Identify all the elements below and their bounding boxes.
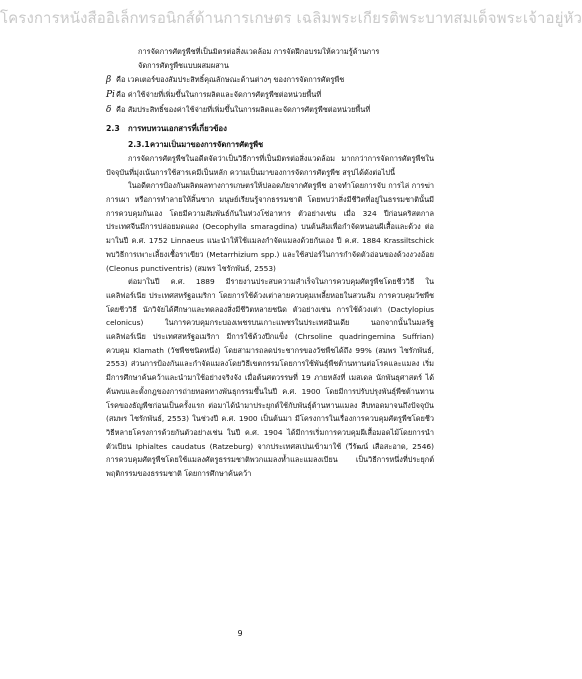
symbol-beta: β <box>106 75 112 86</box>
paragraph: ในอดีตการป้องกันผลิตผลทางการเกษตรให้ปลอดภัยจากศัตรูพืช อาจทำโดยการจับ การไล่ การฆ่า การเผา หรือการทำลายให้สิ้นซาก มนุษย์เรียนรู้จากธรรมชาติ โดยพบว่าสิ่งมีชีวิตที่อยู่ในธรรมชาตินั้นมีการควบคุมกันเอง โดยมีความสัมพันธ์กันในห่วงโซ่อาหาร ตัวอย่างเช่น เมื่อ 324 ปีก่อนคริสตกาล ประเทศจีนมีการปล่อยมดแดง (Oecophylla smaragdina) บนต้นส้มเพื่อกำจัดหนอนผีเสื้อและด้วง ต่อมาในปี ค.ศ. 1752 Linnaeus แนะนำให้ใช้แมลงกำจัดแมลงด้วยกันเอง ปี ค.ศ. 1884 Krassiltschick พบวิธีการเพาะเลี้ยงเชื้อราเขียว (Metarrhizium spp.) และใช้สปอร์ในการกำจัดตัวอ่อนของด้วงงวงอ้อย (Cleonus punctiventris) (สมพร ไชรักพันธ์, 2553) <box>106 181 434 273</box>
paragraph: การจัดการศัตรูพืชในอดีตจัดว่าเป็นวิธีการที่เป็นมิตรต่อสิ่งแวดล้อม มากกว่าการจัดการศัตรูพืชในปัจจุบันที่มุ่งเน้นการใช้สารเคมีเป็นหลัก ความเป็นมาของการจัดการศัตรูพืช สรุปได้ดังต่อไปนี้ <box>106 153 434 177</box>
symbol-pi: Pi <box>106 90 115 101</box>
subsection-title: ความเป็นมาของการจัดการศัตรูพืช <box>150 140 264 150</box>
page-header-watermark: โครงการหนังสืออิเล็กทรอนิกส์ด้านการเกษตร เฉลิมพระเกียรติพระบาทสมเด็จพระเจ้าอยู่หัว <box>0 9 582 27</box>
page-number: 9 <box>237 629 243 638</box>
symbol-delta: δ <box>106 104 112 115</box>
subsection-heading <box>106 138 434 152</box>
definition-list <box>106 73 434 117</box>
paragraph: ต่อมาในปี ค.ศ. 1889 มีรายงานประสบความสำเร็จในการควบคุมศัตรูพืชโดยชีววิธี ในแคลิฟอร์เนีย ประเทศสหรัฐอเมริกา โดยการใช้ด้วงเต่าลายควบคุมเพลี้ยหอยในสวนส้ม การควบคุมวัชพืชโดยชีววิธี นักวิจัยได้ศึกษาและทดลองสิ่งมีชีวิตหลายชนิด ตัวอย่างเช่น การใช้ด้วงเต่า (Dactylopius celonicus) ในการควบคุมกระบองเพชรบนเกาะแพชรในประเทศอินเดีย นอกจากนั้นในมลรัฐแคลิฟอร์เนีย ประเทศสหรัฐอเมริกา มีการใช้ด้วงปีกแข็ง (Chrsoline quadringemina Suffrian) ควบคุม Klamath (วัชพืชชนิดหนึ่ง) โดยสามารถลดประชากรของวัชพืชได้ถึง 99% (สมพร ไชรักพันธ์, 2553) ส่วนการป้องกันและกำจัดแมลงโดยวิธีเขตกรรมโดยการใช้พันธุ์พืชต้านทานต่อโรคและแมลง เริ่มมีการศึกษาค้นคว้าและนำมาใช้อย่างจริงจัง เมื่อต้นศตวรรษที่ 19 ภายหลังที่ เมสเดล นักพันธุศาสตร์ ได้ค้นพบและตั้งกฎของการถ่ายทอดทางพันธุกรรมขึ้นในปี ค.ศ. 1900 โดยมีการปรับปรุงพันธุ์พืชต้านทานโรคของธัญพืชก่อนเป็นครั้งแรก ต่อมาได้นำมาประยุกต์ใช้กับพันธุ์ต้านทานแมลง สืบทอดมาจนถึงปัจจุบัน (สมพร ไชรักพันธ์, 2553) ในช่วงปี ค.ศ. 1900 เป็นต้นมา มีโครงการในเรื่องการควบคุมศัตรูพืชโดยชีววิธีหลายโครงการด้วยกันตัวอย่างเช่น ในปี ค.ศ. 1904 ได้มีการเริ่มการควบคุมผีเสื้อมอดไม้โดยการนำตัวเบียน Iphialtes caudatus (Ratzeburg) จากประเทศสเปนเข้ามาใช้ (วีรัฒน์ เสือสะอาด, 2546) การควบคุมศัตรูพืชโดยใช้แมลงศัตรูธรรมชาติพวกแมลงห้ำและแมลงเบียน เป็นวิธีการหนึ่งที่ประยุกต์พฤติกรรมของธรรมชาติ โดยการศึกษาค้นคว้า <box>106 277 434 479</box>
section-number: 2.3 <box>106 123 120 133</box>
definition-text: คือ สัมประสิทธิ์ของค่าใช้จ่ายที่เพิ่มขึ้นในการผลิตและจัดการศัตรูพืชต่อหน่วยพื้นที่ <box>116 104 371 114</box>
intro-line: การจัดการศัตรูพืชที่เป็นมิตรต่อสิ่งแวดล้อม การจัดฝึกอบรมให้ความรู้ด้านการ <box>138 47 380 56</box>
definition-delta <box>106 103 434 118</box>
definition-beta <box>106 73 434 88</box>
definition-text: คือ ค่าใช้จ่ายที่เพิ่มขึ้นในการผลิตและจัดการศัตรูพืชต่อหน่วยพื้นที่ <box>116 90 322 100</box>
intro-continuation <box>106 45 434 72</box>
definition-pi <box>106 88 434 103</box>
section-title: การทบทวนเอกสารที่เกี่ยวข้อง <box>128 123 227 133</box>
intro-line: จัดการศัตรูพืชแบบผสมผสาน <box>138 60 229 70</box>
subsection-number: 2.3.1 <box>128 140 150 150</box>
section-heading <box>106 122 434 136</box>
definition-text: คือ เวคเตอร์ของสัมประสิทธิ์คุณลักษณะด้านต่างๆ ของการจัดการศัตรูพืช <box>116 75 345 85</box>
page-content <box>106 45 434 481</box>
